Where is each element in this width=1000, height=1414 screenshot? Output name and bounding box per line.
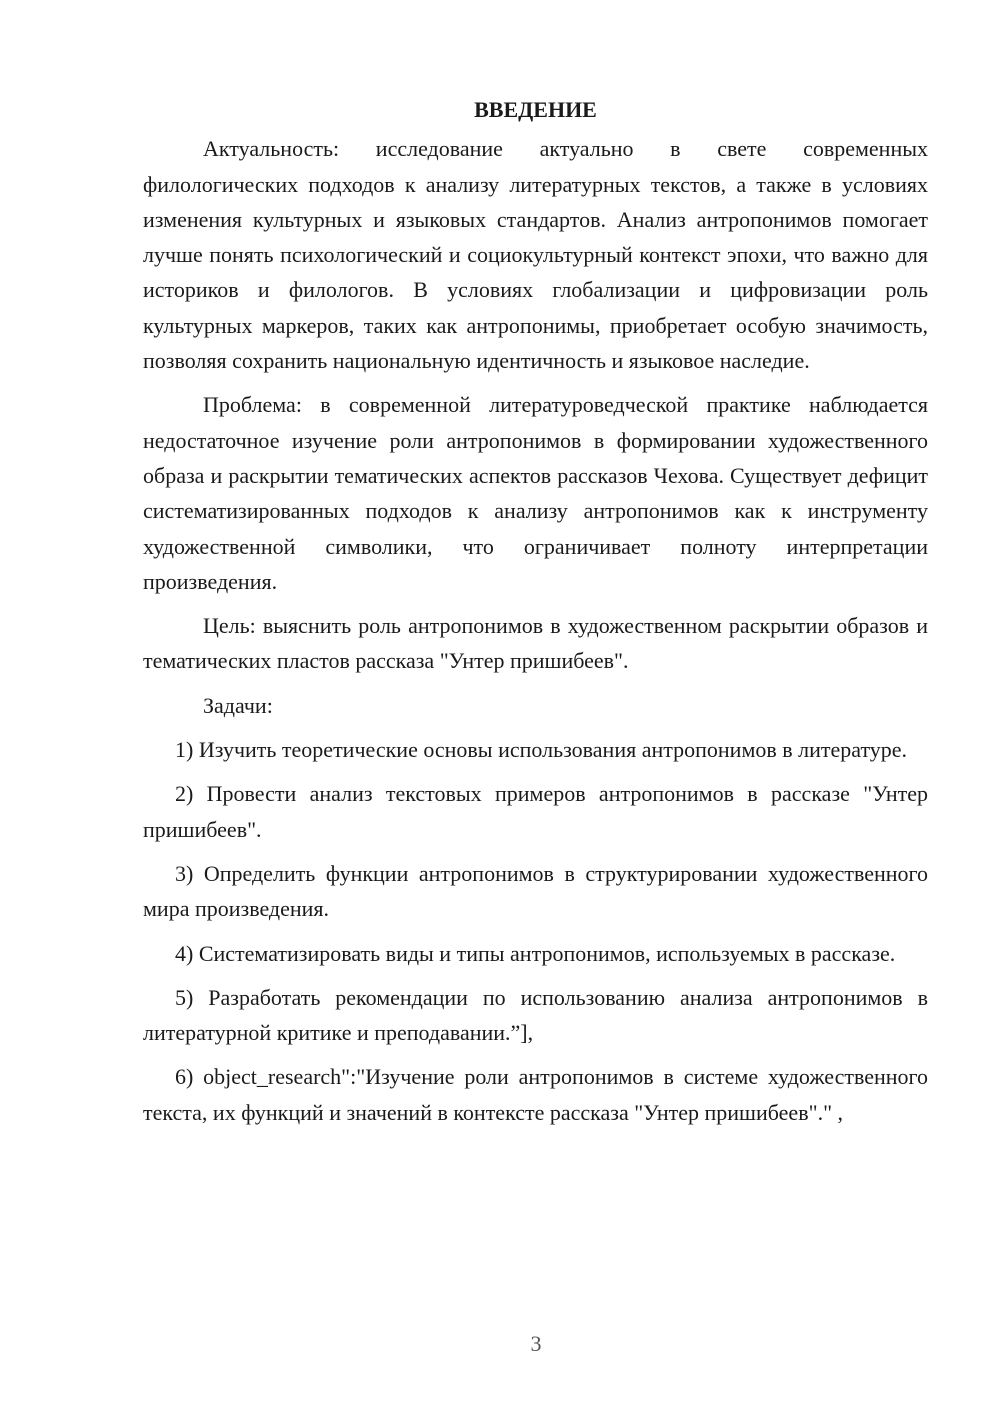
paragraph-relevance: Актуальность: исследование актуально в свете современных филологических подходов к анализу литературных текстов, а также в условиях изменения культурных и языковых стандартов. Анализ антропонимов помогает лучше понять психологический и социокультурный контекст эпохи, что важно для историков и филологов. В условиях глобализации и цифровизации роль культурных маркеров, таких как антропонимы, приобретает особую значимость, позволяя сохранить национальную идентичность и языковое наследие.	[143, 136, 928, 374]
tasks-label: Задачи:	[203, 692, 273, 718]
task-item-1: 1) Изучить теоретические основы использования антропонимов в литературе.	[175, 737, 908, 763]
task-item-2: 2) Провести анализ текстовых примеров антропонимов в рассказе "Унтер пришибеев".	[143, 781, 928, 842]
paragraph-problem: Проблема: в современной литературоведческой практике наблюдается недостаточное изучение роли антропонимов в формировании художественного образа и раскрытии тематических аспектов рассказов Чехова. Существует дефицит систематизированных подходов к анализу антропонимов как к инструменту художественной символики, что ограничивает полноту интерпретации произведения.	[143, 392, 928, 594]
task-item-6: 6) object_research":"Изучение роли антропонимов в системе художественного текста, их функций и значений в контексте рассказа "Унтер пришибеев"." ,	[143, 1064, 928, 1125]
page-number: 3	[530, 1331, 542, 1356]
task-item-4: 4) Систематизировать виды и типы антропонимов, используемых в рассказе.	[175, 940, 896, 966]
task-item-5: 5) Разработать рекомендации по использованию анализа антропонимов в литературной критике и преподавании.”],	[143, 984, 928, 1046]
paragraph-goal: Цель: выяснить роль антропонимов в художественном раскрытии образов и тематических пластов рассказа "Унтер пришибеев".	[143, 613, 928, 674]
page-content	[143, 92, 928, 1139]
task-item-3: 3) Определить функции антропонимов в структурировании художественного мира произведения.	[143, 860, 928, 922]
section-heading: ВВЕДЕНИЕ	[474, 97, 597, 122]
